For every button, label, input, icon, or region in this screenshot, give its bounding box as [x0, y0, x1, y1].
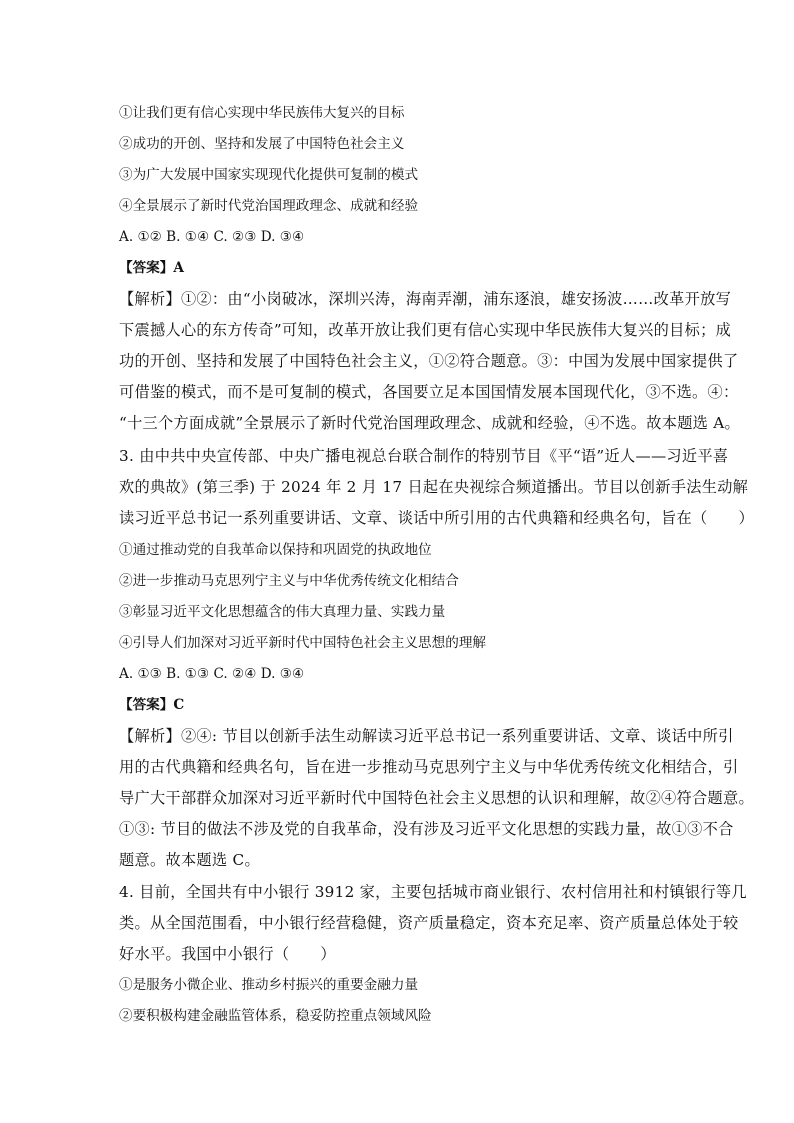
option-line: ②进一步推动马克思列宁主义与中华优秀传统文化相结合: [119, 573, 459, 589]
answer-line: 【答案】A: [119, 260, 184, 276]
analysis-line: 【解析】②④: 节目以创新手法生动解读习近平总书记一系列重要讲话、文章、谈话中所引: [119, 727, 734, 745]
analysis-line: 题意。故本题选 C。: [119, 851, 260, 869]
option-line: ③彰显习近平文化思想蕴含的伟大真理力量、实践力量: [119, 604, 446, 620]
analysis-line: 导广大干部群众加深对习近平新时代中国特色社会主义思想的认识和理解，故②④符合题意。: [119, 789, 754, 807]
option-line: ②成功的开创、坚持和发展了中国特色社会主义: [119, 136, 405, 152]
question-stem-line: 好水平。我国中小银行（ ）: [119, 945, 336, 963]
question-stem-line: 4. 目前，全国共有中小银行 3912 家，主要包括城市商业银行、农村信用社和村镇银行等几: [119, 883, 747, 901]
analysis-line: 【解析】①②：由“小岗破冰，深圳兴涛，海南弄潮，浦东逐浪，雄安扬波……改革开放写: [119, 290, 732, 308]
question-stem-line: 3. 由中共中央宣传部、中央广播电视总台联合制作的特别节目《平“语”近人——习近平喜: [119, 447, 729, 465]
analysis-line: 用的古代典籍和经典名句，旨在进一步推动马克思列宁主义与中华优秀传统文化相结合，引: [119, 758, 739, 776]
analysis-line: ①③: 节目的做法不涉及党的自我革命，没有涉及习近平文化思想的实践力量，故①③不合: [119, 820, 734, 838]
option-line: ④全景展示了新时代党治国理政理念、成就和经验: [119, 198, 419, 214]
question-stem-line: 类。从全国范围看，中小银行经营稳健，资产质量稳定，资本充足率、资产质量总体处于较: [119, 914, 739, 932]
question-stem-line: 欢的典故》(第三季) 于 2024 年 2 月 17 日起在央视综合频道播出。节目以创新手法生动解: [119, 478, 749, 496]
option-line: ①通过推动党的自我革命以保持和巩固党的执政地位: [119, 542, 432, 558]
analysis-line: 可借鉴的模式，而不是可复制的模式，各国要立足本国国情发展本国现代化，③不选。④：: [119, 383, 739, 401]
option-line: ①是服务小微企业、推动乡村振兴的重要金融力量: [119, 977, 419, 993]
choices-line: A. ①② B. ①④ C. ②③ D. ③④: [119, 229, 305, 245]
option-line: ②要积极构建金融监管体系，稳妥防控重点领域风险: [119, 1008, 432, 1024]
option-line: ③为广大发展中国家实现现代化提供可复制的模式: [119, 167, 419, 183]
analysis-line: 下震撼人心的东方传奇”可知，改革开放让我们更有信心实现中华民族伟大复兴的目标；成: [119, 321, 732, 339]
choices-line: A. ①③ B. ①③ C. ②④ D. ③④: [119, 666, 305, 682]
option-line: ①让我们更有信心实现中华民族伟大复兴的目标: [119, 105, 405, 121]
option-line: ④引导人们加深对习近平新时代中国特色社会主义思想的理解: [119, 635, 487, 651]
question-stem-line: 读习近平总书记一系列重要讲话、文章、谈话中所引用的古代典籍和经典名句，旨在（ ）: [119, 509, 754, 527]
answer-line: 【答案】C: [119, 697, 185, 713]
analysis-line: “十三个方面成就”全景展示了新时代党治国理政理念、成就和经验，④不选。故本题选 A。: [119, 414, 741, 432]
analysis-line: 功的开创、坚持和发展了中国特色社会主义，①②符合题意。③：中国为发展中国家提供了: [119, 352, 739, 370]
